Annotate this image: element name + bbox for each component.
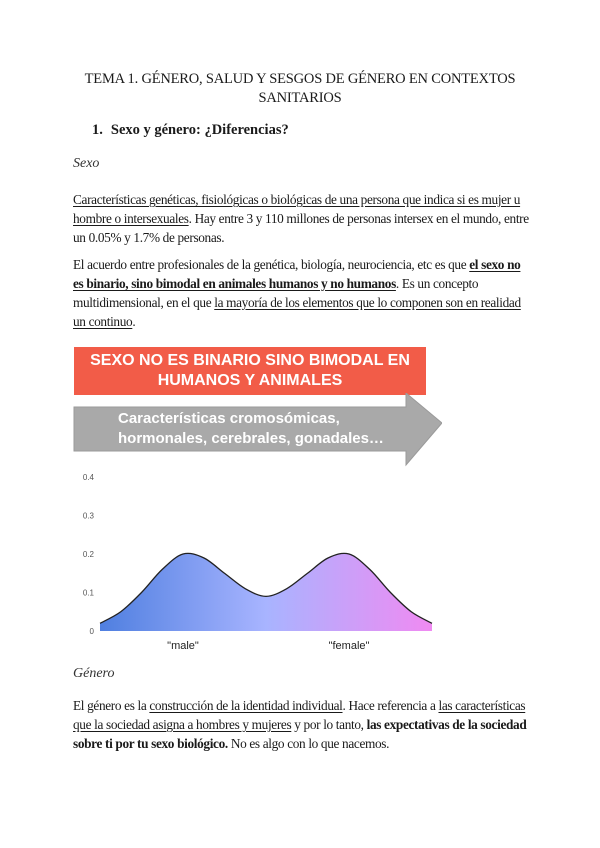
underlined-text: construcción de la identidad individual [149,698,343,713]
y-tick-label: 0 [89,627,94,636]
underlined-text: Características genéticas, fisiológicas o biológicas de una persona que indica si es mujer u hombre o intersexuales [73,192,521,226]
figure-banner: SEXO NO ES BINARIO SINO BIMODAL EN HUMANOS Y ANIMALES [74,347,426,395]
text: El género es la [73,698,150,713]
section-heading [92,122,289,139]
y-tick-label: 0.1 [82,588,94,598]
y-tick-label: 0.3 [82,511,94,521]
text: No es algo con lo que nacemos. [227,736,390,751]
section-number: 1. [92,122,103,138]
paragraph-sexo-definition [73,190,533,247]
text: El acuerdo entre profesionales de la genética, biología, neurociencia, etc es que [73,257,470,272]
underlined-text: las características que la sociedad asigna a hombres y mujeres [73,698,526,732]
distribution-area [100,553,432,631]
text: . Es un concepto multidimensional, en el que [73,276,479,310]
paragraph-sexo-bimodal [73,255,533,331]
bimodal-figure [70,345,442,663]
arrow-shape [70,393,442,467]
underlined-text: la mayoría de los elementos que lo componen son en realidad un continuo [73,295,521,329]
arrow-text: Características cromosómicas, hormonales, cerebrales, gonadales… [118,410,384,447]
y-tick-label: 0.4 [82,473,94,482]
x-category-label: "male" [167,640,199,652]
text: . Hace referencia a [342,698,439,713]
page-title: TEMA 1. GÉNERO, SALUD Y SESGOS DE GÉNERO EN CONTEXTOS SANITARIOS [84,71,516,106]
bold-underlined-text: el sexo no es binario, sino bimodal en animales humanos y no humanos [73,257,521,291]
bold-text: las expectativas de la sociedad sobre ti por tu sexo biológico. [73,717,527,751]
distribution-chart [70,465,442,663]
paragraph-genero-definition [73,696,533,753]
x-category-label: "female" [328,640,370,652]
text: . [132,314,136,329]
text: y por lo tanto, [291,717,367,732]
text: . Hay entre 3 y 110 millones de personas intersex en el mundo, entre un 0.05% y 1.7% de personas. [73,211,529,245]
y-tick-label: 0.2 [82,550,94,559]
subheading-genero: Género [73,666,115,681]
subheading-sexo: Sexo [73,156,100,171]
section-heading-text: Sexo y género: ¿Diferencias? [110,122,289,138]
